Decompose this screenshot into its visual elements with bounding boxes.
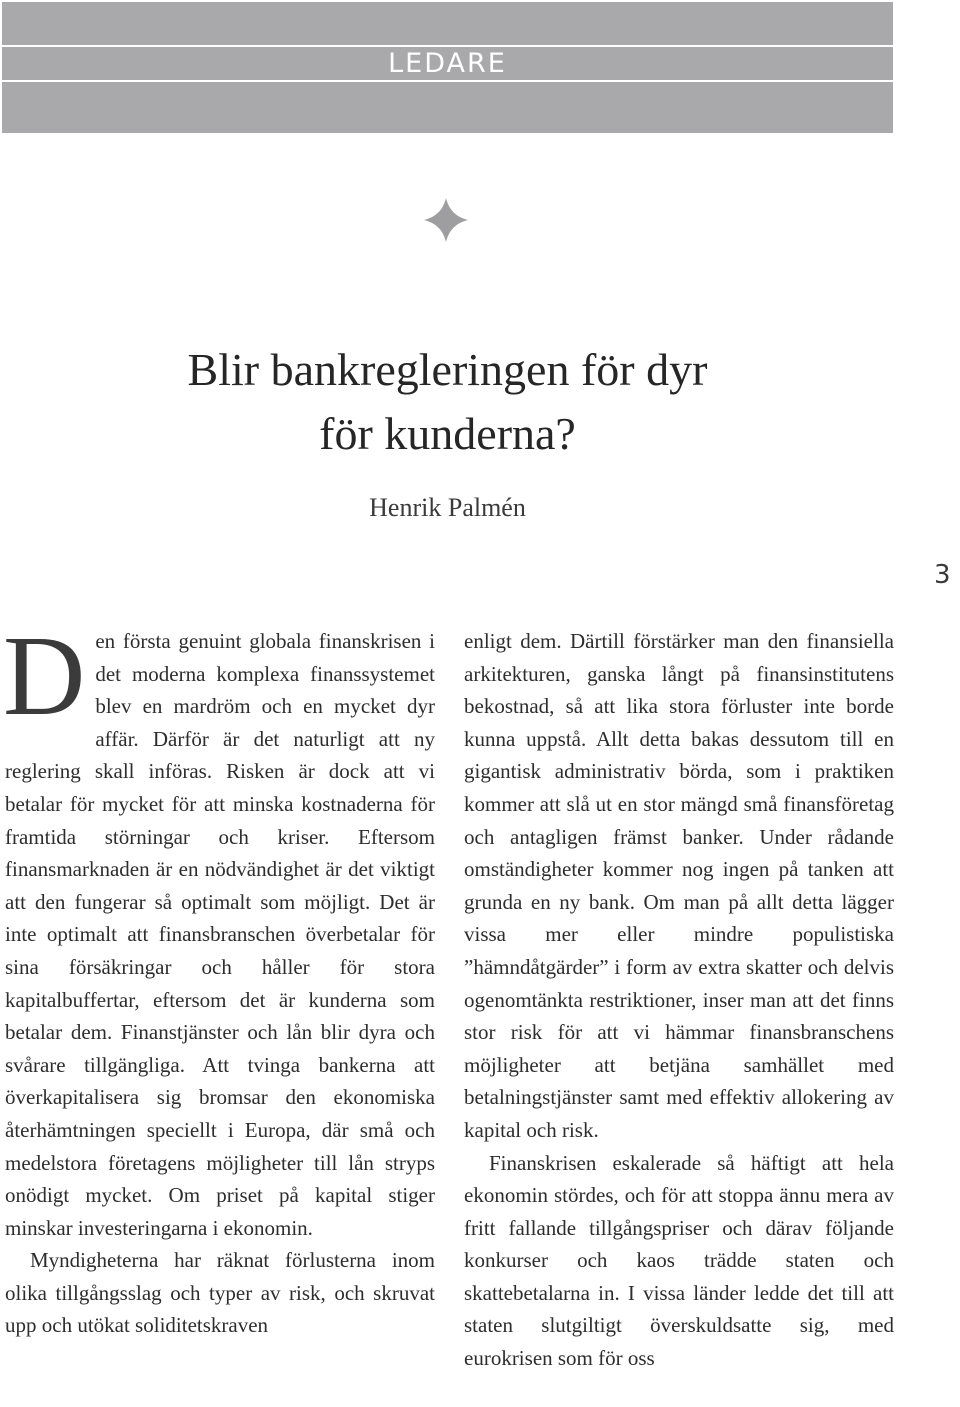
left-paragraph-1 [3,612,435,1244]
right-paragraph-1: enligt dem. Därtill förstärker man den finansiella arkitekturen, ganska långt på finansinstitutens bekostnad, så att lika stora förluster inte borde kunna uppstå. Allt detta bakas dessutom till en gigantisk administrativ börda, som i praktiken kommer att slå ut en stor mängd små finansföretag och antagligen främst banker. Under rådande omständigheter kommer nog ingen på tanken att grunda en ny bank. Om man på allt detta lägger vissa mer eller mindre populistiska ”hämndåtgärder” i form av extra skatter och delvis ogenomtänkta restriktioner, inser man att det finns stor risk för att vi hämmar finansbranschens möjligheter att betjäna samhället med betalningstjänster samt med effektiv allokering av kapital och risk. [464,629,894,1142]
header-rule-top [2,45,893,47]
header-rule-bottom [2,80,893,82]
section-label: LEDARE [388,48,507,79]
article-title-line-2: för kunderna? [319,408,576,459]
right-column [464,625,894,1375]
article-author: Henrik Palmén [369,493,526,522]
left-paragraph-2: Myndigheterna har räknat förlusterna inom olika tillgångsslag och typer av risk, och skruvat upp och utökat soliditetskraven [5,1248,435,1338]
page-number: 3 [934,560,951,590]
drop-cap: D [3,612,86,739]
left-column [3,612,435,1342]
right-paragraph-2: Finanskrisen eskalerade så häftigt att hela ekonomin stördes, och för att stoppa ännu mera av fritt fallande tillgångspriser och därav följande konkurser och kaos trädde staten och skattebetalarna in. I vissa länder ledde det till att staten slutgiltigt överskuldsatte sig, med eurokrisen som för oss [464,1150,894,1371]
article-title [0,338,895,466]
article-title-line-1: Blir bankregleringen för dyr [187,344,708,395]
four-point-star-icon [422,196,470,244]
left-paragraph-1-text: en första genuint globala finanskrisen i det moderna komplexa finanssystemet blev en mardröm och en mycket dyr affär. Därför är det naturligt att ny reglering skall införas. Risken är dock att vi betalar för mycket för att minska kostnaderna för framtida störningar och kriser. Eftersom finansmarknaden är en nödvändighet är det viktigt att den fungerar så optimalt som möjligt. Det är inte optimalt att finansbranschen överbetalar för sina försäkringar och håller för stora kapitalbuffertar, eftersom det är kunderna som betalar dem. Finanstjänster och lån blir dyra och svårare tillgängliga. Att tvinga bankerna att överkapitalisera sig bromsar den ekonomiska återhämtningen speciellt i Europa, där små och medelstora företagens möjligheter till lån stryps onödigt mycket. Om priset på kapital stiger minskar investeringarna i ekonomin. [5,629,435,1240]
